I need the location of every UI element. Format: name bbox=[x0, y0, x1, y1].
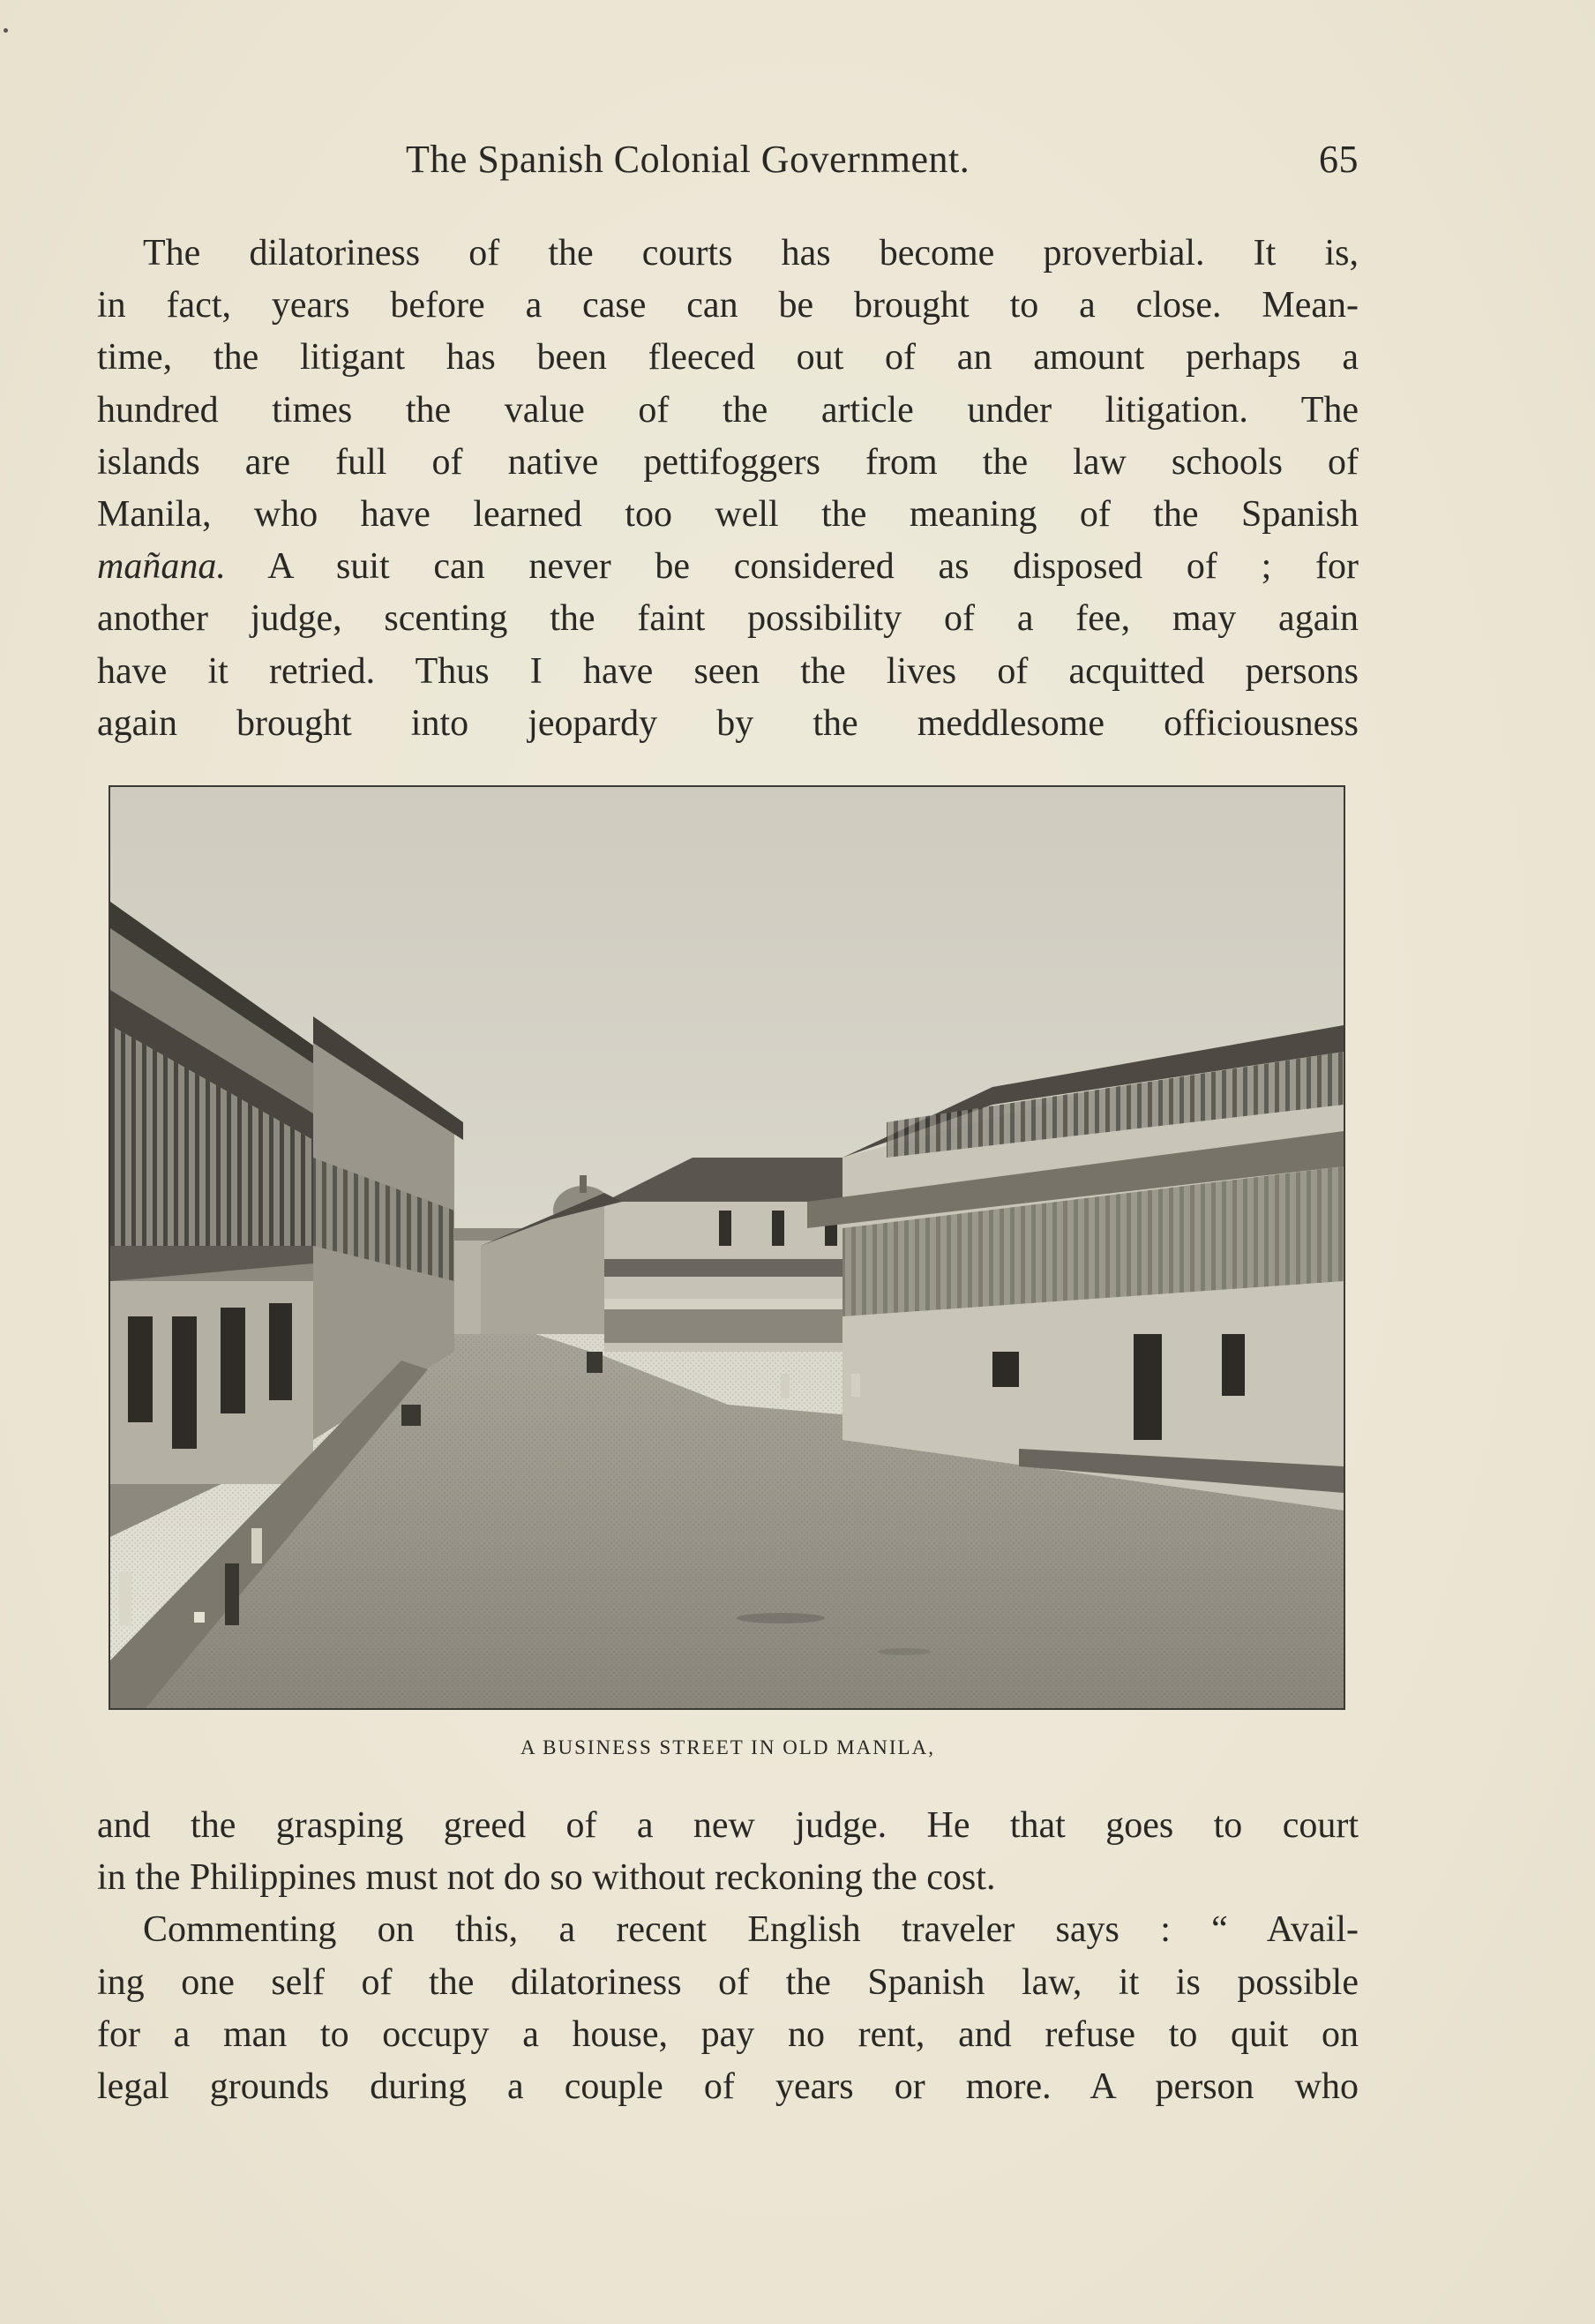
text-line: Commenting on this, a recent English traveler says : “ Avail- bbox=[143, 1909, 1359, 1951]
page-number: 65 bbox=[1319, 138, 1359, 181]
text-line: legal grounds during a couple of years or more. A person who bbox=[97, 2065, 1359, 2107]
paragraph-bottom bbox=[97, 1800, 1359, 2113]
street-photograph bbox=[109, 785, 1345, 1710]
text-line: in fact, years before a case can be brought to a close. Mean- bbox=[97, 285, 1359, 326]
paragraph-top bbox=[97, 228, 1359, 750]
text-line: The dilatoriness of the courts has become proverbial. It is, bbox=[143, 233, 1359, 274]
text-line: islands are full of native pettifoggers from the law schools of bbox=[97, 441, 1359, 483]
text-line: in the Philippines must not do so without reckoning the cost. bbox=[97, 1857, 996, 1899]
text-line: for a man to occupy a house, pay no rent, and refuse to quit on bbox=[97, 2013, 1359, 2055]
figure-caption: A BUSINESS STREET IN OLD MANILA, bbox=[520, 1736, 935, 1758]
text-line bbox=[97, 541, 1359, 593]
text-fragment: A suit can never be considered as disposed of ; for bbox=[225, 546, 1359, 588]
running-head bbox=[97, 137, 1359, 190]
print-fleck bbox=[4, 28, 8, 33]
text-line: ing one self of the dilatoriness of the Spanish law, it is possible bbox=[97, 1961, 1359, 2003]
text-line: hundred times the value of the article under litigation. The bbox=[97, 389, 1359, 431]
text-line: and the grasping greed of a new judge. He that goes to court bbox=[97, 1805, 1359, 1846]
text-line: Manila, who have learned too well the meaning of the Spanish bbox=[97, 493, 1359, 535]
chapter-title: The Spanish Colonial Government. bbox=[406, 138, 970, 181]
italic-word: mañana. bbox=[97, 546, 226, 588]
text-line: again brought into jeopardy by the meddlesome officiousness bbox=[97, 702, 1359, 744]
text-line: another judge, scenting the faint possibility of a fee, may again bbox=[97, 598, 1359, 640]
text-line: time, the litigant has been fleeced out of an amount perhaps a bbox=[97, 337, 1359, 379]
text-line: have it retried. Thus I have seen the lives of acquitted persons bbox=[97, 650, 1359, 692]
